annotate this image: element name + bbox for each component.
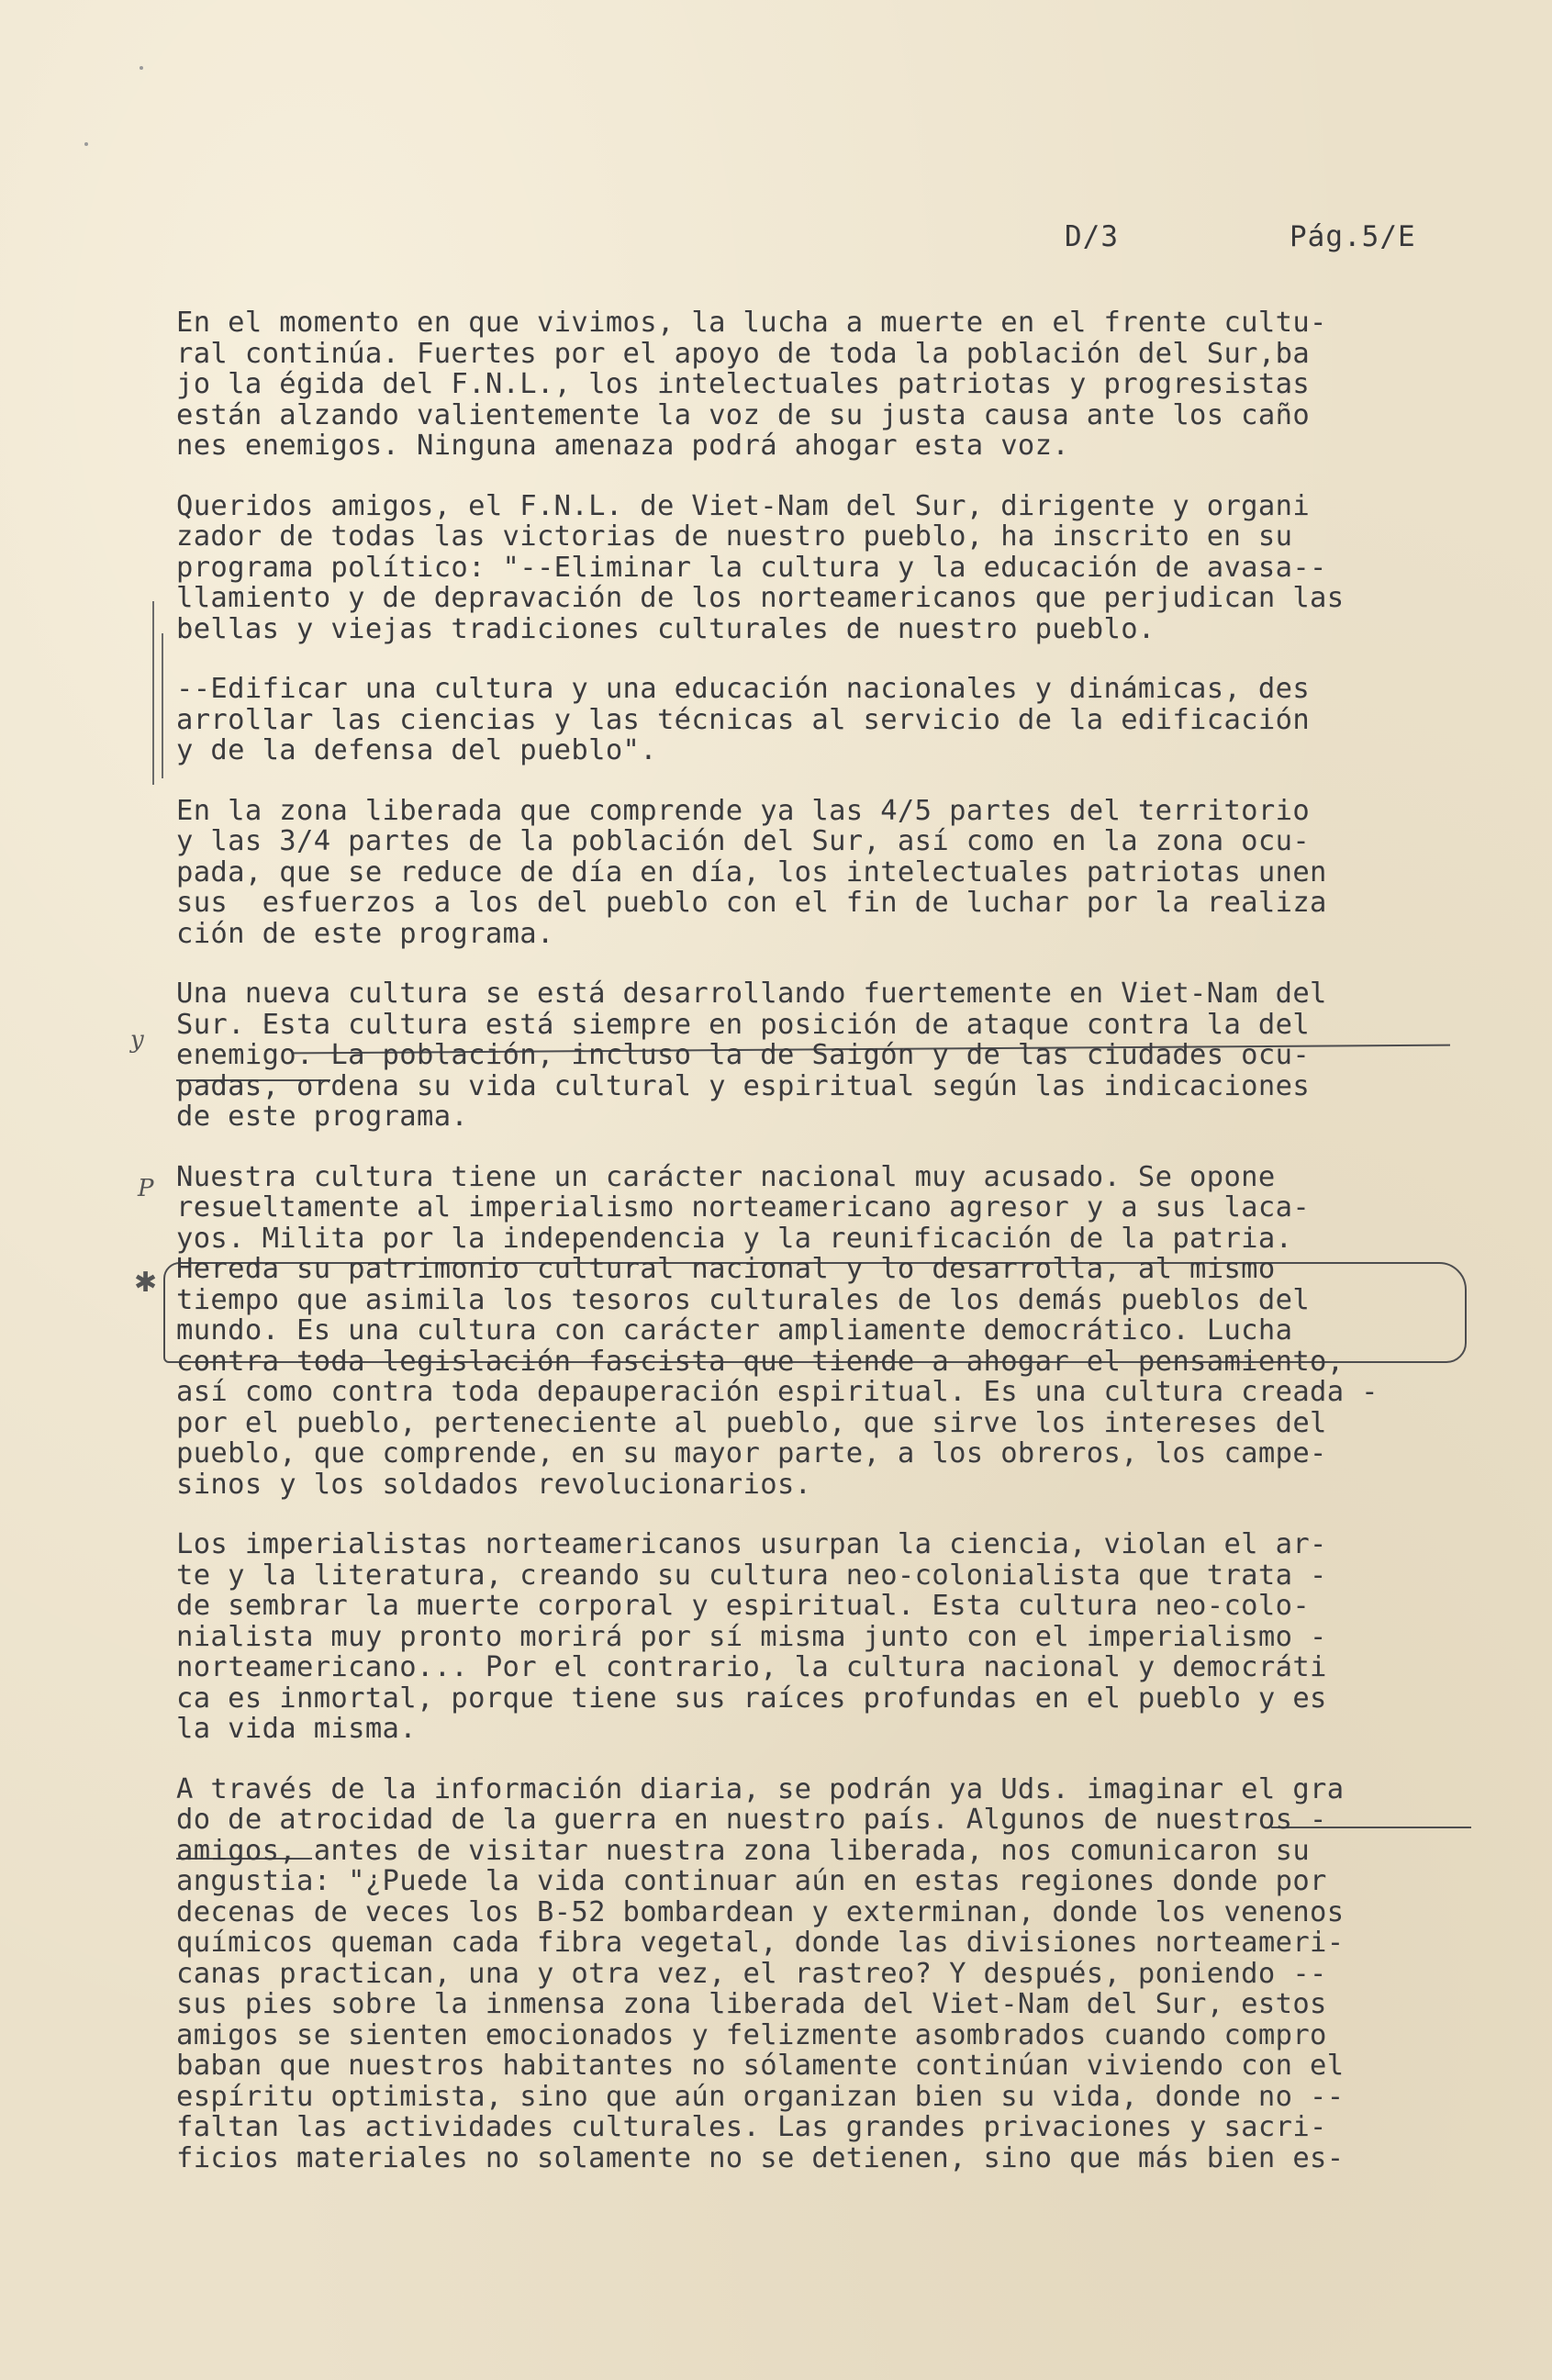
text-line: faltan las actividades culturales. Las grandes privaciones y sacri- [176,2111,1327,2143]
margin-star-icon: ✱ [134,1267,158,1299]
page-number: Pág.5/E [1290,220,1416,253]
text-line: ficios materiales no solamente no se detienen, sino que más bien es- [176,2141,1345,2174]
text-line: pueblo, que comprende, en su mayor parte, a los obreros, los campe- [176,1437,1327,1469]
text-line: --Edificar una cultura y una educación nacionales y dinámicas, des [176,673,1311,705]
paragraph-6 [176,1162,1479,1501]
paragraph-3 [176,674,1479,766]
document-reference: D/3 [1065,220,1119,253]
text-line: sinos y los soldados revolucionarios. [176,1468,812,1501]
text-line: zador de todas las victorias de nuestro pueblo, ha inscrito en su [176,520,1293,553]
text-line: por el pueblo, perteneciente al pueblo, que sirve los intereses del [176,1406,1327,1439]
text-line: tiempo que asimila los tesoros culturales de los demás pueblos del [176,1283,1311,1316]
paper-speck [84,142,88,146]
text-line: y las 3/4 partes de la población del Sur, así como en la zona ocu- [176,825,1311,857]
text-line: de sembrar la muerte corporal y espiritual. Esta cultura neo-colo- [176,1590,1311,1622]
text-line: Sur. Esta cultura está siempre en posición de ataque contra la del [176,1008,1311,1041]
text-line: do de atrocidad de la guerra en nuestro país. Algunos de nuestros - [176,1804,1327,1836]
text-line: Hereda su patrimonio cultural nacional y lo desarrolla, al mismo [176,1253,1276,1285]
text-line: nialista muy pronto morirá por sí misma junto con el imperialismo - [176,1620,1327,1653]
document-body [176,307,1479,2203]
text-line: espíritu optimista, sino que aún organizan bien su vida, donde no -- [176,2080,1345,2113]
text-line: baban que nuestros habitantes no sólamente continúan viviendo con el [176,2050,1345,2082]
text-line: químicos queman cada fibra vegetal, donde las divisiones norteameri- [176,1927,1345,1959]
text-line: amigos se sienten emocionados y felizmente asombrados cuando compro [176,2018,1327,2051]
text-line: te y la literatura, creando su cultura neo-colonialista que trata - [176,1559,1327,1592]
text-line: arrollar las ciencias y las técnicas al servicio de la edificación [176,703,1311,736]
text-line: A través de la información diaria, se podrán ya Uds. imaginar el gra [176,1772,1345,1805]
text-line: decenas de veces los B-52 bombardean y exterminan, donde los venenos [176,1895,1345,1928]
margin-bracket-inner [162,633,176,778]
paragraph-5 [176,978,1479,1133]
text-line: están alzando valientemente la voz de su justa causa ante los caño [176,398,1311,431]
text-line: Queridos amigos, el F.N.L. de Viet-Nam del Sur, dirigente y organi [176,489,1311,522]
text-line: programa político: "--Eliminar la cultura y la educación de avasa-- [176,551,1327,584]
text-line: Una nueva cultura se está desarrollando fuertemente en Viet-Nam del [176,978,1327,1010]
paragraph-1 [176,307,1479,462]
text-line: Nuestra cultura tiene un carácter nacional muy acusado. Se opone [176,1160,1276,1193]
text-line: sus esfuerzos a los del pueblo con el fin de luchar por la realiza [176,887,1327,919]
text-line: así como contra toda depauperación espiritual. Es una cultura creada - [176,1376,1379,1408]
text-line: nes enemigos. Ninguna amenaza podrá ahogar esta voz. [176,430,1070,462]
text-line: padas, ordena su vida cultural y espiritual según las indicaciones [176,1069,1311,1102]
text-line: amigos, antes de visitar nuestra zona liberada, nos comunicaron su [176,1834,1311,1867]
text-line: llamiento y de depravación de los norteamericanos que perjudican las [176,582,1345,614]
text-line: canas practican, una y otra vez, el rastreo? Y después, poniendo -- [176,1957,1327,1990]
text-line: ca es inmortal, porque tiene sus raíces profundas en el pueblo y es [176,1682,1327,1715]
text-line: de este programa. [176,1101,469,1133]
text-line: contra toda legislación fascista que tiende a ahogar el pensamiento, [176,1345,1345,1378]
margin-mark-p: P [138,1175,154,1202]
text-line: En la zona liberada que comprende ya las 4/5 partes del territorio [176,794,1311,827]
text-line: enemigo. La población, incluso la de Saigón y de las ciudades ocu- [176,1039,1311,1071]
text-line: resueltamente al imperialismo norteamericano agresor y a sus laca- [176,1191,1311,1224]
text-line: bellas y viejas tradiciones culturales de nuestro pueblo. [176,612,1156,645]
text-line: jo la égida del F.N.L., los intelectuales patriotas y progresistas [176,368,1311,400]
text-line: y de la defensa del pueblo". [176,734,657,766]
text-line: yos. Milita por la independencia y la reunificación de la patria. [176,1222,1293,1255]
paper-speck [140,66,143,70]
text-line: angustia: "¿Puede la vida continuar aún en estas regiones donde por [176,1865,1327,1897]
text-line: la vida misma. [176,1713,417,1745]
text-line: sus pies sobre la inmensa zona liberada del Viet-Nam del Sur, estos [176,1988,1327,2020]
text-line: norteamericano... Por el contrario, la cultura nacional y democráti [176,1651,1327,1683]
paragraph-4 [176,796,1479,950]
text-line: En el momento en que vivimos, la lucha a muerte en el frente cultu- [176,307,1327,339]
text-line: Los imperialistas norteamericanos usurpan la ciencia, violan el ar- [176,1528,1327,1560]
text-line: pada, que se reduce de día en día, los intelectuales patriotas unen [176,855,1327,888]
paragraph-8 [176,1774,1479,2174]
text-line: ción de este programa. [176,917,554,950]
paragraph-7 [176,1529,1479,1745]
text-line: ral continúa. Fuertes por el apoyo de toda la población del Sur,ba [176,337,1311,370]
text-line: mundo. Es una cultura con carácter ampliamente democrático. Lucha [176,1314,1293,1346]
margin-mark-y: y [130,1026,144,1054]
paragraph-2 [176,491,1479,645]
